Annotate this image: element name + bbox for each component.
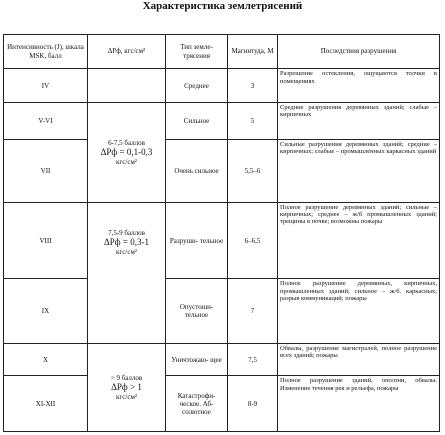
dp-group-label: 6-7,5 баллов <box>108 138 145 147</box>
magnitude-cell: 3 <box>228 69 278 102</box>
type-cell: Среднее <box>166 69 228 102</box>
intensity-cell: IV <box>4 69 88 102</box>
dp-group-value: ΔPф = 0,3-1 <box>104 236 149 247</box>
consequences-cell: Средние разрушения деревянных зданий; слабые – кирпичных <box>278 102 440 139</box>
header-dp: ΔPф, кгс/см² <box>88 35 166 69</box>
type-cell: Разруши- тельное <box>166 202 228 279</box>
magnitude-cell: 5 <box>228 102 278 139</box>
header-row <box>4 35 440 69</box>
header-type: Тип земле- трясения <box>166 35 228 69</box>
consequences-cell: Полное разрушение деревянных, кирпичных, промышленных зданий; сильное – ж/б. каркасных; разрыв коммуникаций; пожары <box>278 279 440 344</box>
earthquake-table <box>3 34 440 432</box>
intensity-cell: IX <box>4 279 88 344</box>
type-cell: Очень сильное <box>166 140 228 203</box>
consequences-cell: Полное разрушение зданий, оползни, обвалы. Изменение течения рек и рельефа, пожары <box>278 376 440 432</box>
page-title: Характеристика землетрясений <box>142 0 303 12</box>
magnitude-cell: 8-9 <box>228 376 278 432</box>
dp-group-cell <box>88 344 166 432</box>
table-row <box>4 69 440 102</box>
intensity-cell: VIII <box>4 202 88 279</box>
header-consequences: Последствия разрушения <box>278 35 440 69</box>
table-row <box>4 202 440 279</box>
magnitude-cell: 6–6,5 <box>228 202 278 279</box>
table-row <box>4 279 440 344</box>
dp-group-unit: кгс/см² <box>116 393 137 402</box>
header-magnitude: Магнитуда, М <box>228 35 278 69</box>
magnitude-cell: 5,5–6 <box>228 140 278 203</box>
table-row <box>4 344 440 376</box>
dp-cell-empty <box>88 69 166 102</box>
intensity-cell: X <box>4 344 88 376</box>
consequences-cell: Обвалы, разрушение магистралей, полное разрушение всех зданий; пожары <box>278 344 440 376</box>
type-cell: Уничтожаю- щее <box>166 344 228 376</box>
dp-group-value: ΔPф = 0,1-0,3 <box>100 146 153 157</box>
table-row <box>4 376 440 432</box>
table-row <box>4 102 440 139</box>
dp-group-unit: кгс/см² <box>116 157 137 166</box>
consequences-cell: Разрешение остекления, ощущаются толчки в помещениях <box>278 69 440 102</box>
header-intensity: Интенсивность (J), шкала MSK, балл <box>4 35 88 69</box>
magnitude-cell: 7 <box>228 279 278 344</box>
consequences-cell: Сильные разрушения деревянных зданий; средние – кирпичных; слабые – промышленных каркасных зданий <box>278 140 440 203</box>
magnitude-cell: 7,5 <box>228 344 278 376</box>
consequences-cell: Полное разрушение деревянных зданий; сильные – кирпичных; среднее – ж/б промышленных зданий; трещины в почве; возможны пожары <box>278 202 440 279</box>
dp-group-value: ΔPф > 1 <box>111 382 142 393</box>
dp-group-unit: кгс/см² <box>116 247 137 256</box>
type-cell: Катастрофи- ческое. Аб- солютное <box>166 376 228 432</box>
table-row <box>4 140 440 203</box>
type-cell: Опустоши- тельное <box>166 279 228 344</box>
type-cell: Сильное <box>166 102 228 139</box>
intensity-cell: VII <box>4 140 88 203</box>
dp-group-cell <box>88 202 166 343</box>
intensity-cell: V-VI <box>4 102 88 139</box>
dp-group-cell <box>88 102 166 202</box>
dp-group-label: > 9 баллов <box>110 374 143 383</box>
dp-group-label: 7,5-9 баллов <box>108 228 145 237</box>
intensity-cell: XI-XII <box>4 376 88 432</box>
